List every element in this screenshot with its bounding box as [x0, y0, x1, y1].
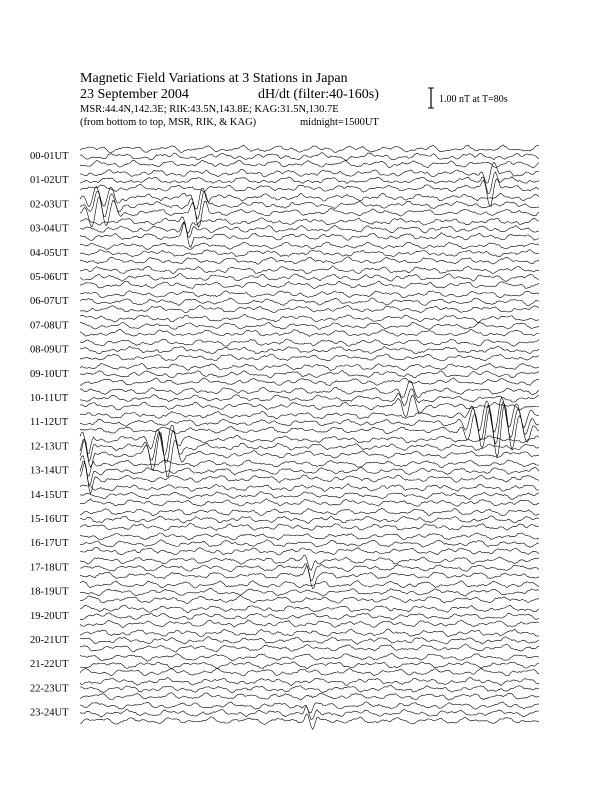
trace-msr-15-16ut: [80, 523, 539, 530]
hour-label: 02-03UT: [30, 199, 69, 211]
hour-label: 12-13UT: [30, 441, 69, 453]
trace-rik-09-10ut: [80, 371, 539, 379]
trace-kag-15-16ut: [80, 509, 539, 516]
trace-msr-01-02ut: [80, 179, 539, 206]
hour-label: 05-06UT: [30, 272, 69, 283]
hour-label: 03-04UT: [30, 223, 69, 235]
trace-kag-03-04ut: [80, 217, 539, 234]
trace-msr-19-20ut: [80, 620, 539, 628]
trace-rik-17-18ut: [80, 564, 539, 581]
trace-msr-04-05ut: [80, 257, 539, 264]
trace-kag-06-07ut: [80, 291, 539, 298]
trace-rik-03-04ut: [80, 222, 539, 237]
hour-label: 21-22UT: [30, 659, 69, 671]
trace-kag-05-06ut: [80, 266, 539, 274]
trace-rik-04-05ut: [80, 250, 539, 257]
trace-kag-07-08ut: [80, 314, 539, 322]
chart-title: Magnetic Field Variations at 3 Stations in Japan: [80, 71, 348, 86]
trace-rik-20-21ut: [80, 637, 539, 645]
trace-msr-05-06ut: [80, 281, 539, 289]
hour-label: 01-02UT: [30, 175, 69, 187]
trace-msr-12-13ut: [80, 433, 539, 477]
trace-msr-00-01ut: [80, 160, 539, 168]
hour-label: 17-18UT: [30, 562, 69, 574]
trace-rik-16-17ut: [80, 540, 539, 548]
trace-kag-19-20ut: [80, 605, 539, 613]
hour-label: 10-11UT: [30, 393, 69, 404]
trace-msr-23-24ut: [80, 714, 539, 729]
hour-label: 16-17UT: [30, 538, 69, 550]
trace-kag-08-09ut: [80, 339, 539, 346]
trace-msr-03-04ut: [80, 223, 539, 248]
trace-kag-23-24ut: [80, 702, 539, 713]
trace-kag-11-12ut: [80, 397, 539, 432]
scale-label: 1.00 nT at T=80s: [439, 94, 508, 105]
hour-label: 22-23UT: [30, 683, 69, 695]
trace-rik-07-08ut: [80, 322, 539, 329]
hour-label: 06-07UT: [30, 296, 69, 308]
trace-msr-06-07ut: [80, 306, 539, 313]
trace-msr-14-15ut: [80, 499, 539, 506]
midnight-note: midnight=1500UT: [300, 117, 379, 128]
trace-kag-13-14ut: [80, 456, 539, 477]
trace-msr-22-23ut: [80, 693, 539, 700]
trace-msr-20-21ut: [80, 644, 539, 652]
hour-label: 08-09UT: [30, 344, 69, 356]
trace-rik-19-20ut: [80, 613, 539, 620]
trace-msr-18-19ut: [80, 596, 539, 604]
chart-date: 23 September 2004: [80, 87, 189, 102]
trace-kag-20-21ut: [80, 629, 539, 636]
hour-label: 14-15UT: [30, 489, 69, 501]
hour-label: 15-16UT: [30, 514, 69, 525]
station-coordinates: MSR:44.4N,142.3E; RIK:43.5N,143.8E; KAG:31.5N,130.7E: [80, 104, 339, 115]
trace-msr-08-09ut: [80, 354, 539, 361]
hour-label: 13-14UT: [30, 465, 69, 477]
trace-kag-09-10ut: [80, 363, 539, 370]
trace-rik-10-11ut: [80, 389, 539, 406]
trace-msr-16-17ut: [80, 548, 539, 556]
hour-label: 04-05UT: [30, 247, 69, 259]
trace-kag-21-22ut: [80, 653, 539, 661]
trace-rik-18-19ut: [80, 588, 539, 596]
trace-kag-04-05ut: [80, 242, 539, 250]
trace-rik-22-23ut: [80, 685, 539, 693]
trace-order-note: (from bottom to top, MSR, RIK, & KAG): [80, 117, 257, 128]
trace-rik-06-07ut: [80, 298, 539, 306]
hour-label: 09-10UT: [30, 368, 69, 380]
trace-kag-18-19ut: [80, 581, 539, 589]
hour-label: 20-21UT: [30, 635, 69, 646]
trace-kag-22-23ut: [80, 678, 539, 686]
trace-rik-00-01ut: [80, 153, 539, 161]
hour-label: 07-08UT: [30, 320, 69, 332]
trace-rik-15-16ut: [80, 516, 539, 524]
trace-rik-14-15ut: [80, 492, 539, 500]
trace-msr-21-22ut: [80, 669, 539, 676]
trace-rik-21-22ut: [80, 662, 539, 669]
trace-msr-13-14ut: [80, 463, 539, 494]
hour-label: 19-20UT: [30, 610, 69, 622]
trace-kag-14-15ut: [80, 484, 539, 492]
trace-rik-08-09ut: [80, 346, 539, 354]
trace-rik-05-06ut: [80, 274, 539, 282]
trace-kag-01-02ut: [80, 162, 539, 183]
trace-msr-07-08ut: [80, 330, 539, 337]
hour-label: 18-19UT: [30, 586, 69, 598]
hour-label: 23-24UT: [30, 707, 69, 719]
hour-label: 11-12UT: [30, 417, 69, 429]
trace-msr-02-03ut: [80, 197, 539, 227]
trace-kag-00-01ut: [80, 145, 539, 153]
hour-label: 00-01UT: [30, 151, 69, 162]
trace-msr-11-12ut: [80, 404, 539, 457]
trace-rik-02-03ut: [80, 191, 539, 219]
trace-msr-09-10ut: [80, 378, 539, 386]
trace-kag-16-17ut: [80, 533, 539, 540]
chart-quantity: dH/dt (filter:40-160s): [258, 87, 379, 102]
